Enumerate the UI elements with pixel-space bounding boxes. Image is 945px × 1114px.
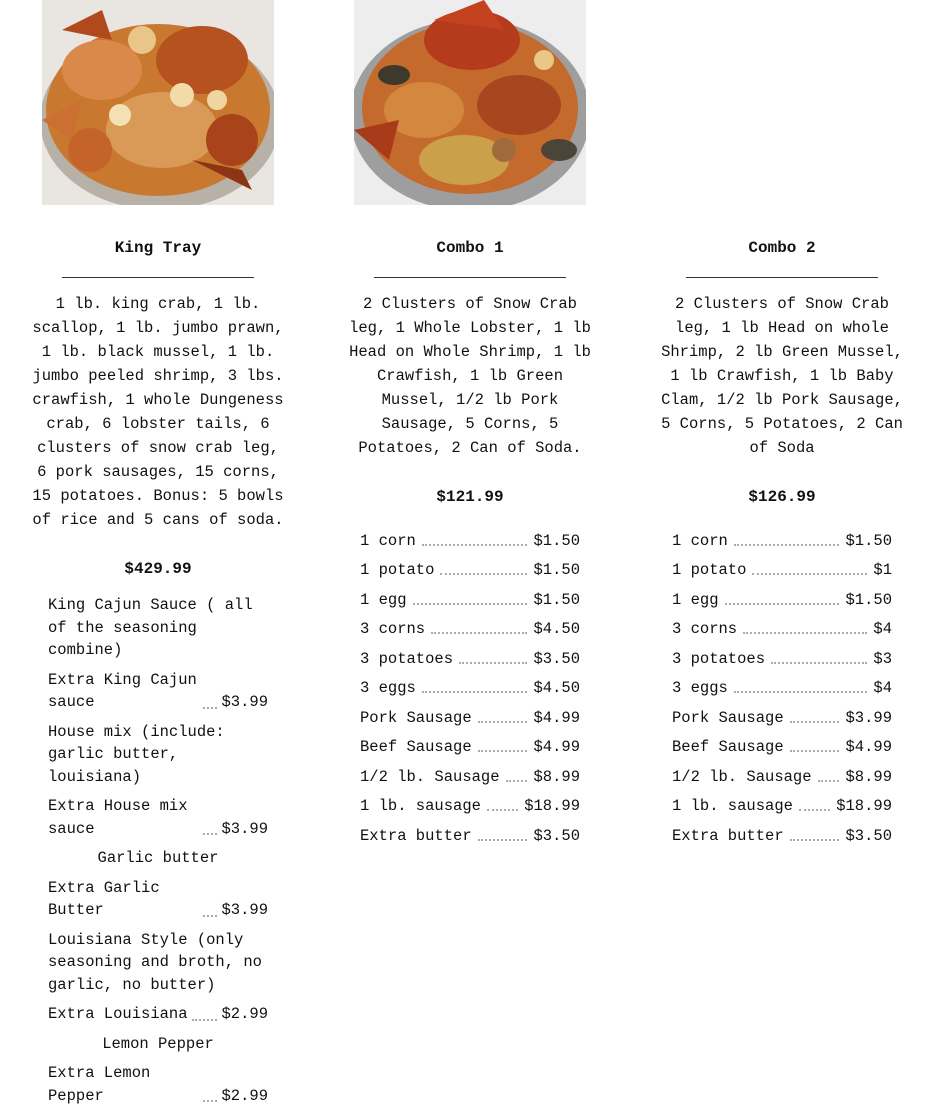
sauce-option: Extra House mix sauce $3.99 bbox=[48, 795, 268, 840]
addon-price: $3.50 bbox=[533, 826, 580, 845]
dot-leader bbox=[203, 707, 217, 709]
addon-item: Extra butter $3.50 bbox=[360, 826, 580, 845]
sauce-option: Extra Lemon Pepper $2.99 bbox=[48, 1062, 268, 1107]
addon-item: Beef Sausage $4.99 bbox=[672, 738, 892, 756]
addon-item: 3 potatoes $3 bbox=[672, 649, 892, 668]
menu-card-king-tray bbox=[32, 0, 284, 1114]
addon-price: $3.50 bbox=[533, 649, 580, 668]
dot-leader bbox=[790, 750, 840, 752]
sauce-option: Extra Louisiana $2.99 bbox=[48, 1003, 268, 1026]
addon-item: 1 potato $1.50 bbox=[360, 561, 580, 579]
addon-price: $4.99 bbox=[533, 708, 580, 727]
image-placeholder bbox=[656, 0, 908, 205]
addon-item: 1 egg $1.50 bbox=[360, 590, 580, 609]
addon-price: $3.99 bbox=[845, 708, 892, 727]
addon-price: $8.99 bbox=[845, 767, 892, 786]
combo-1-description: 2 Clusters of Snow Crab leg, 1 Whole Lobster, 1 lb Head on Whole Shrimp, 1 lb Crawfish, 1 lb Green Mussel, 1/2 lb Pork Sausage, 5 Corns, 5 Potatoes, 2 Can of Soda. bbox=[349, 295, 591, 457]
sauce-option: Louisiana Style (only seasoning and broth, no garlic, no butter) bbox=[48, 930, 262, 994]
addon-price: $4.50 bbox=[533, 679, 580, 697]
combo-1-title: Combo 1 bbox=[436, 239, 504, 257]
dot-leader bbox=[506, 780, 528, 782]
addon-price: $4.99 bbox=[845, 738, 892, 756]
addon-item: 1 egg $1.50 bbox=[672, 590, 892, 609]
addon-item: 3 potatoes $3.50 bbox=[360, 649, 580, 668]
sauce-option: King Cajun Sauce ( all of the seasoning combine) bbox=[48, 596, 253, 659]
addon-price: $18.99 bbox=[836, 797, 892, 815]
dot-leader bbox=[478, 750, 528, 752]
addon-item: 1 corn $1.50 bbox=[360, 531, 580, 550]
addon-price: $4.50 bbox=[533, 620, 580, 638]
addon-price: $4.99 bbox=[533, 738, 580, 756]
addon-price: $3 bbox=[873, 649, 892, 668]
dot-leader bbox=[192, 1019, 218, 1021]
option-price: $3.99 bbox=[221, 901, 268, 919]
option-price: $2.99 bbox=[221, 1005, 268, 1023]
dot-leader bbox=[422, 691, 528, 693]
dot-leader bbox=[771, 662, 867, 664]
addon-item: 1 potato $1 bbox=[672, 561, 892, 579]
sauce-section-label: Lemon Pepper bbox=[102, 1034, 214, 1053]
addon-item: Pork Sausage $4.99 bbox=[360, 708, 580, 727]
combo-2-title: Combo 2 bbox=[748, 239, 816, 257]
addon-item: Pork Sausage $3.99 bbox=[672, 708, 892, 727]
dot-leader bbox=[743, 632, 867, 634]
sauce-option: House mix (include: garlic butter, louisiana) bbox=[48, 722, 225, 786]
dot-leader bbox=[799, 809, 830, 811]
addon-item: Extra butter $3.50 bbox=[672, 826, 892, 845]
king-tray-description: 1 lb. king crab, 1 lb. scallop, 1 lb. jumbo prawn, 1 lb. black mussel, 1 lb. jumbo peeled shrimp, 3 lbs. crawfish, 1 whole Dungeness crab, 6 lobster tails, 6 clusters of snow crab leg, 6 pork sausages, 15 corns, 15 potatoes. Bonus: 5 bowls of rice and 5 cans of soda. bbox=[32, 295, 284, 529]
addon-item: 3 eggs $4.50 bbox=[360, 679, 580, 697]
dot-leader bbox=[440, 573, 527, 575]
option-price: $2.99 bbox=[221, 1086, 268, 1105]
combo-2-price: $126.99 bbox=[748, 488, 816, 506]
addon-item: 1 lb. sausage $18.99 bbox=[360, 797, 580, 815]
sauce-option: Extra Garlic Butter $3.99 bbox=[48, 877, 268, 922]
addon-item: 1 corn $1.50 bbox=[672, 531, 892, 550]
menu-card-combo-2 bbox=[656, 0, 908, 847]
addon-price: $1.50 bbox=[533, 561, 580, 579]
dot-leader bbox=[431, 632, 527, 634]
addon-item: 1/2 lb. Sausage $8.99 bbox=[672, 767, 892, 786]
addon-price: $1.50 bbox=[845, 531, 892, 550]
dot-leader bbox=[752, 573, 867, 575]
title-divider bbox=[62, 277, 254, 278]
dot-leader bbox=[818, 780, 840, 782]
addon-item: 1/2 lb. Sausage $8.99 bbox=[360, 767, 580, 786]
addon-price: $18.99 bbox=[524, 797, 580, 815]
sauce-options-list bbox=[48, 594, 268, 1107]
addon-price: $1.50 bbox=[845, 590, 892, 609]
addon-item: 1 lb. sausage $18.99 bbox=[672, 797, 892, 815]
dot-leader bbox=[478, 721, 528, 723]
addon-price: $8.99 bbox=[533, 767, 580, 786]
option-price: $3.99 bbox=[221, 819, 268, 838]
addon-price: $3.50 bbox=[845, 826, 892, 845]
menu-card-combo-1 bbox=[344, 0, 596, 847]
dot-leader bbox=[422, 544, 528, 546]
option-price: $3.99 bbox=[221, 693, 268, 711]
king-tray-title: King Tray bbox=[114, 239, 202, 257]
dot-leader bbox=[413, 603, 528, 605]
addon-price: $1 bbox=[873, 561, 892, 579]
sauce-section-label: Garlic butter bbox=[97, 849, 219, 867]
dot-leader bbox=[459, 662, 527, 664]
combo-1-photo bbox=[354, 0, 586, 205]
king-tray-photo bbox=[42, 0, 274, 205]
dot-leader bbox=[487, 809, 518, 811]
addon-item: 3 corns $4.50 bbox=[360, 620, 580, 638]
addon-item: 3 corns $4 bbox=[672, 620, 892, 638]
dot-leader bbox=[203, 1100, 217, 1102]
king-tray-price: $429.99 bbox=[124, 560, 192, 578]
combo-2-addons-list bbox=[672, 522, 892, 847]
dot-leader bbox=[478, 839, 528, 841]
title-divider bbox=[686, 277, 878, 278]
dot-leader bbox=[203, 833, 217, 835]
combo-1-addons-list bbox=[360, 522, 580, 847]
dot-leader bbox=[734, 544, 840, 546]
addon-item: 3 eggs $4 bbox=[672, 679, 892, 697]
addon-item: Beef Sausage $4.99 bbox=[360, 738, 580, 756]
addon-price: $1.50 bbox=[533, 590, 580, 609]
addon-price: $1.50 bbox=[533, 531, 580, 550]
title-divider bbox=[374, 277, 566, 278]
dot-leader bbox=[790, 721, 840, 723]
sauce-option: Extra King Cajun sauce $3.99 bbox=[48, 669, 268, 714]
dot-leader bbox=[203, 915, 217, 917]
dot-leader bbox=[790, 839, 840, 841]
addon-price: $4 bbox=[873, 679, 892, 697]
addon-price: $4 bbox=[873, 620, 892, 638]
dot-leader bbox=[734, 691, 868, 693]
dot-leader bbox=[725, 603, 840, 605]
combo-1-price: $121.99 bbox=[436, 488, 504, 506]
combo-2-description: 2 Clusters of Snow Crab leg, 1 lb Head on whole Shrimp, 2 lb Green Mussel, 1 lb Crawfish, 1 lb Baby Clam, 1/2 lb Pork Sausage, 5 Corns, 5 Potatoes, 2 Can of Soda bbox=[661, 295, 903, 457]
